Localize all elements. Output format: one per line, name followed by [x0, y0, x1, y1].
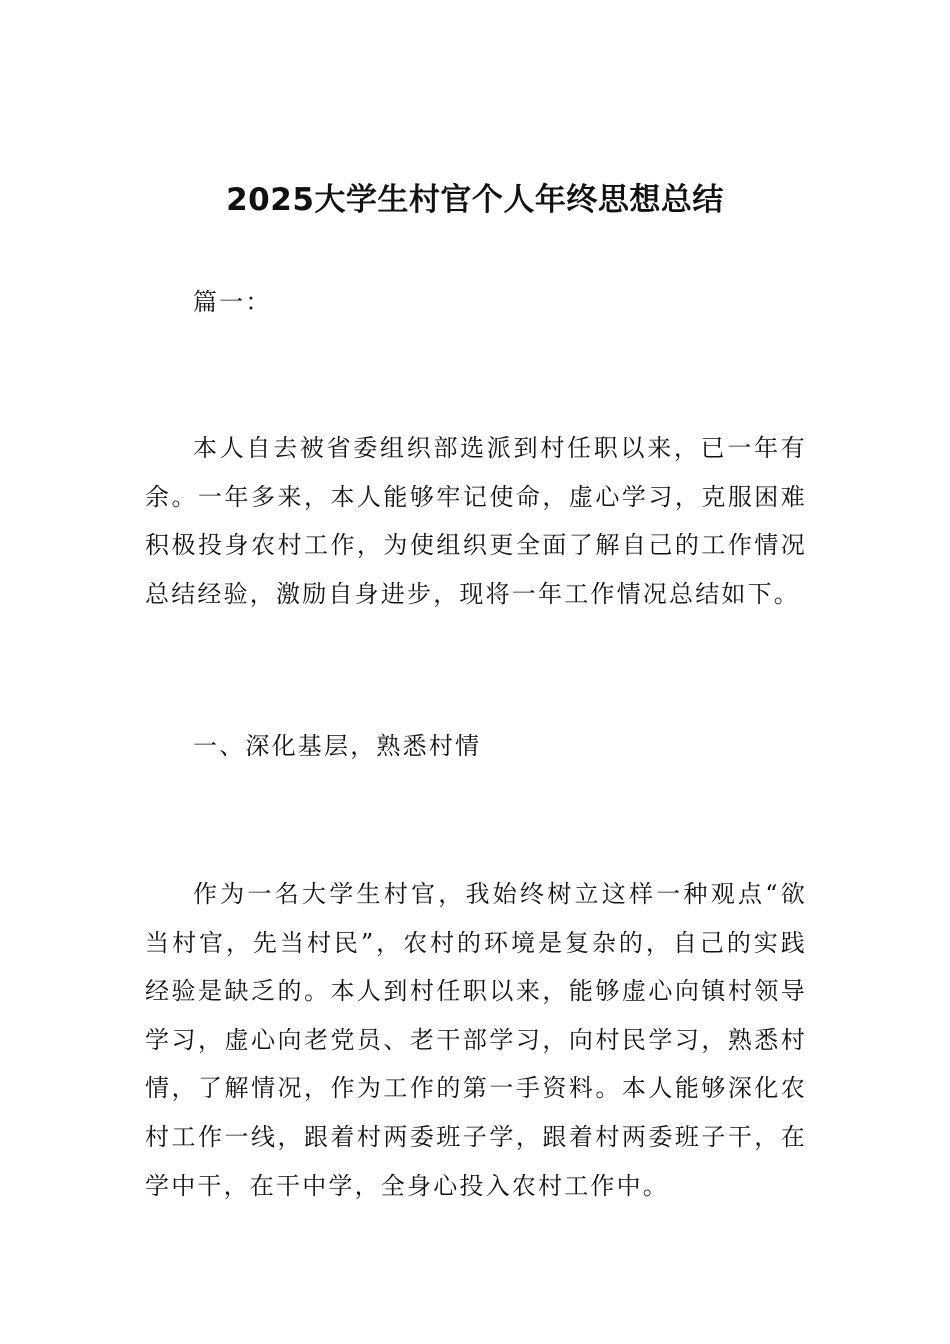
section-heading: 一、深化基层，熟悉村情	[193, 732, 482, 760]
intro-paragraph: 本人自去被省委组织部选派到村任职以来，已一年有余。一年多来，本人能够牢记使命，虚心学习，克服困难积极投身农村工作，为使组织更全面了解自己的工作情况总结经验，激励自身进步，现将一年工作情况总结如下。	[145, 434, 807, 608]
document-title: 2025大学生村官个人年终思想总结	[226, 182, 724, 218]
body-paragraph: 作为一名大学生村官，我始终树立这样一种观点“欲当村官，先当村民”，农村的环境是复杂的，自己的实践经验是缺乏的。本人到村任职以来，能够虚心向镇村领导学习，虚心向老党员、老干部学习，向村民学习，熟悉村情，了解情况，作为工作的第一手资料。本人能够深化农村工作一线，跟着村两委班子学，跟着村两委班子干，在学中干，在干中学，全身心投入农村工作中。	[145, 880, 807, 1200]
section-label: 篇一：	[193, 288, 272, 316]
